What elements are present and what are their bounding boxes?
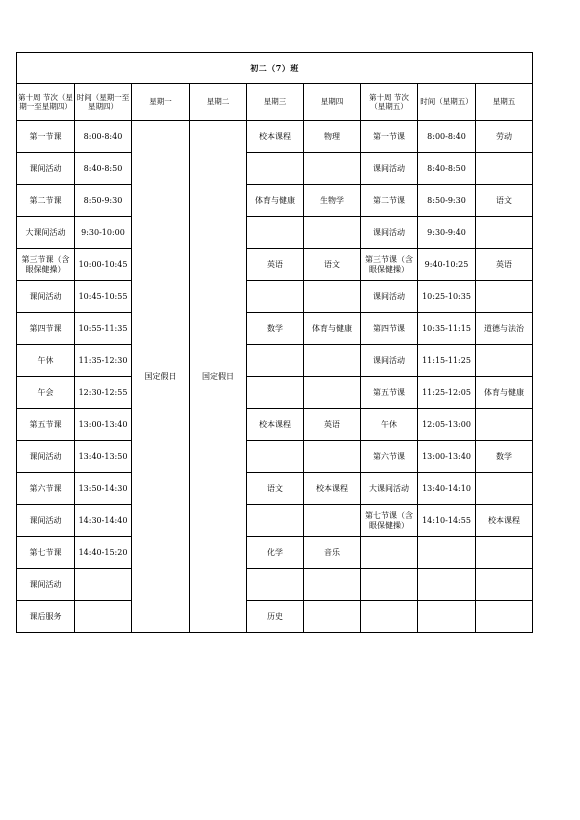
thursday-subject-cell	[304, 153, 361, 185]
monday-holiday-cell: 国定假日	[132, 121, 190, 633]
time-cell: 14:40-15:20	[75, 537, 132, 569]
friday-subject-cell	[476, 153, 533, 185]
table-row	[17, 185, 533, 217]
wednesday-subject-cell	[247, 377, 304, 409]
header-thursday: 星期四	[304, 84, 361, 121]
friday-period-cell	[361, 537, 418, 569]
header-right-period: 第十周 节次（星期五）	[361, 84, 418, 121]
friday-time-cell	[418, 569, 476, 601]
friday-subject-cell	[476, 601, 533, 633]
thursday-subject-cell: 英语	[304, 409, 361, 441]
class-title: 初二（7）班	[17, 53, 533, 84]
friday-time-cell: 11:15-11:25	[418, 345, 476, 377]
friday-time-cell: 10:25-10:35	[418, 281, 476, 313]
wednesday-subject-cell: 校本课程	[247, 409, 304, 441]
friday-subject-cell: 校本课程	[476, 505, 533, 537]
time-cell: 13:00-13:40	[75, 409, 132, 441]
friday-period-cell: 第二节课	[361, 185, 418, 217]
friday-subject-cell: 劳动	[476, 121, 533, 153]
friday-time-cell: 13:00-13:40	[418, 441, 476, 473]
period-cell: 第五节课	[17, 409, 75, 441]
time-cell	[75, 601, 132, 633]
period-cell: 课间活动	[17, 569, 75, 601]
thursday-subject-cell	[304, 345, 361, 377]
friday-subject-cell	[476, 345, 533, 377]
time-cell: 13:40-13:50	[75, 441, 132, 473]
wednesday-subject-cell	[247, 281, 304, 313]
thursday-subject-cell: 体育与健康	[304, 313, 361, 345]
period-cell: 第七节课	[17, 537, 75, 569]
table-row	[17, 473, 533, 505]
friday-period-cell: 第三节课（含眼保健操）	[361, 249, 418, 281]
header-left-time: 时间（星期一至星期四）	[75, 84, 132, 121]
thursday-subject-cell: 语文	[304, 249, 361, 281]
wednesday-subject-cell: 语文	[247, 473, 304, 505]
friday-subject-cell	[476, 281, 533, 313]
thursday-subject-cell	[304, 601, 361, 633]
time-cell: 10:00-10:45	[75, 249, 132, 281]
wednesday-subject-cell	[247, 153, 304, 185]
timetable	[16, 52, 533, 633]
period-cell: 午休	[17, 345, 75, 377]
table-row	[17, 313, 533, 345]
friday-period-cell: 课间活动	[361, 217, 418, 249]
period-cell: 第一节课	[17, 121, 75, 153]
wednesday-subject-cell: 校本课程	[247, 121, 304, 153]
thursday-subject-cell: 生物学	[304, 185, 361, 217]
friday-time-cell: 14:10-14:55	[418, 505, 476, 537]
header-right-time: 时间（星期五）	[418, 84, 476, 121]
thursday-subject-cell: 物理	[304, 121, 361, 153]
time-cell: 8:50-9:30	[75, 185, 132, 217]
table-row	[17, 281, 533, 313]
friday-subject-cell: 语文	[476, 185, 533, 217]
table-row	[17, 121, 533, 153]
thursday-subject-cell	[304, 505, 361, 537]
friday-subject-cell: 体育与健康	[476, 377, 533, 409]
period-cell: 午会	[17, 377, 75, 409]
period-cell: 第四节课	[17, 313, 75, 345]
time-cell: 8:00-8:40	[75, 121, 132, 153]
friday-subject-cell: 数学	[476, 441, 533, 473]
friday-period-cell	[361, 601, 418, 633]
table-row	[17, 345, 533, 377]
thursday-subject-cell	[304, 217, 361, 249]
period-cell: 课间活动	[17, 505, 75, 537]
time-cell: 9:30-10:00	[75, 217, 132, 249]
table-row	[17, 217, 533, 249]
time-cell	[75, 569, 132, 601]
wednesday-subject-cell	[247, 345, 304, 377]
header-row	[17, 84, 533, 121]
header-left-period: 第十周 节次（星期一至星期四）	[17, 84, 75, 121]
friday-period-cell: 第四节课	[361, 313, 418, 345]
friday-period-cell: 第六节课	[361, 441, 418, 473]
friday-period-cell: 第五节课	[361, 377, 418, 409]
time-cell: 11:35-12:30	[75, 345, 132, 377]
header-tuesday: 星期二	[190, 84, 247, 121]
friday-period-cell: 第七节课（含眼保健操）	[361, 505, 418, 537]
friday-subject-cell	[476, 409, 533, 441]
wednesday-subject-cell: 英语	[247, 249, 304, 281]
friday-time-cell: 10:35-11:15	[418, 313, 476, 345]
wednesday-subject-cell: 数学	[247, 313, 304, 345]
period-cell: 第三节课（含眼保健操）	[17, 249, 75, 281]
table-row	[17, 409, 533, 441]
tuesday-holiday-cell: 国定假日	[190, 121, 247, 633]
period-cell: 课后服务	[17, 601, 75, 633]
period-cell: 课间活动	[17, 441, 75, 473]
thursday-subject-cell: 校本课程	[304, 473, 361, 505]
wednesday-subject-cell	[247, 505, 304, 537]
friday-time-cell: 8:40-8:50	[418, 153, 476, 185]
friday-time-cell: 13:40-14:10	[418, 473, 476, 505]
friday-subject-cell	[476, 473, 533, 505]
friday-subject-cell	[476, 217, 533, 249]
friday-period-cell	[361, 569, 418, 601]
wednesday-subject-cell: 化学	[247, 537, 304, 569]
period-cell: 第六节课	[17, 473, 75, 505]
header-monday: 星期一	[132, 84, 190, 121]
time-cell: 14:30-14:40	[75, 505, 132, 537]
header-friday: 星期五	[476, 84, 533, 121]
wednesday-subject-cell: 历史	[247, 601, 304, 633]
friday-subject-cell	[476, 569, 533, 601]
friday-period-cell: 课间活动	[361, 153, 418, 185]
period-cell: 课间活动	[17, 153, 75, 185]
period-cell: 课间活动	[17, 281, 75, 313]
thursday-subject-cell: 音乐	[304, 537, 361, 569]
time-cell: 10:45-10:55	[75, 281, 132, 313]
friday-time-cell: 9:30-9:40	[418, 217, 476, 249]
friday-time-cell: 11:25-12:05	[418, 377, 476, 409]
wednesday-subject-cell	[247, 217, 304, 249]
friday-time-cell	[418, 537, 476, 569]
thursday-subject-cell	[304, 441, 361, 473]
table-row	[17, 441, 533, 473]
time-cell: 12:30-12:55	[75, 377, 132, 409]
table-row	[17, 153, 533, 185]
time-cell: 8:40-8:50	[75, 153, 132, 185]
table-row	[17, 537, 533, 569]
wednesday-subject-cell	[247, 569, 304, 601]
friday-time-cell: 12:05-13:00	[418, 409, 476, 441]
friday-time-cell: 8:50-9:30	[418, 185, 476, 217]
thursday-subject-cell	[304, 281, 361, 313]
wednesday-subject-cell	[247, 441, 304, 473]
friday-period-cell: 课间活动	[361, 281, 418, 313]
period-cell: 大课间活动	[17, 217, 75, 249]
friday-period-cell: 课间活动	[361, 345, 418, 377]
time-cell: 13:50-14:30	[75, 473, 132, 505]
friday-time-cell: 8:00-8:40	[418, 121, 476, 153]
friday-period-cell: 第一节课	[361, 121, 418, 153]
friday-subject-cell	[476, 537, 533, 569]
table-row	[17, 377, 533, 409]
friday-period-cell: 大课间活动	[361, 473, 418, 505]
friday-subject-cell: 道德与法治	[476, 313, 533, 345]
time-cell: 10:55-11:35	[75, 313, 132, 345]
friday-time-cell: 9:40-10:25	[418, 249, 476, 281]
header-wednesday: 星期三	[247, 84, 304, 121]
thursday-subject-cell	[304, 569, 361, 601]
table-row	[17, 249, 533, 281]
table-row	[17, 601, 533, 633]
wednesday-subject-cell: 体育与健康	[247, 185, 304, 217]
friday-period-cell: 午休	[361, 409, 418, 441]
table-row	[17, 505, 533, 537]
period-cell: 第二节课	[17, 185, 75, 217]
thursday-subject-cell	[304, 377, 361, 409]
friday-time-cell	[418, 601, 476, 633]
timetable-sheet	[16, 52, 532, 633]
friday-subject-cell: 英语	[476, 249, 533, 281]
table-row	[17, 569, 533, 601]
